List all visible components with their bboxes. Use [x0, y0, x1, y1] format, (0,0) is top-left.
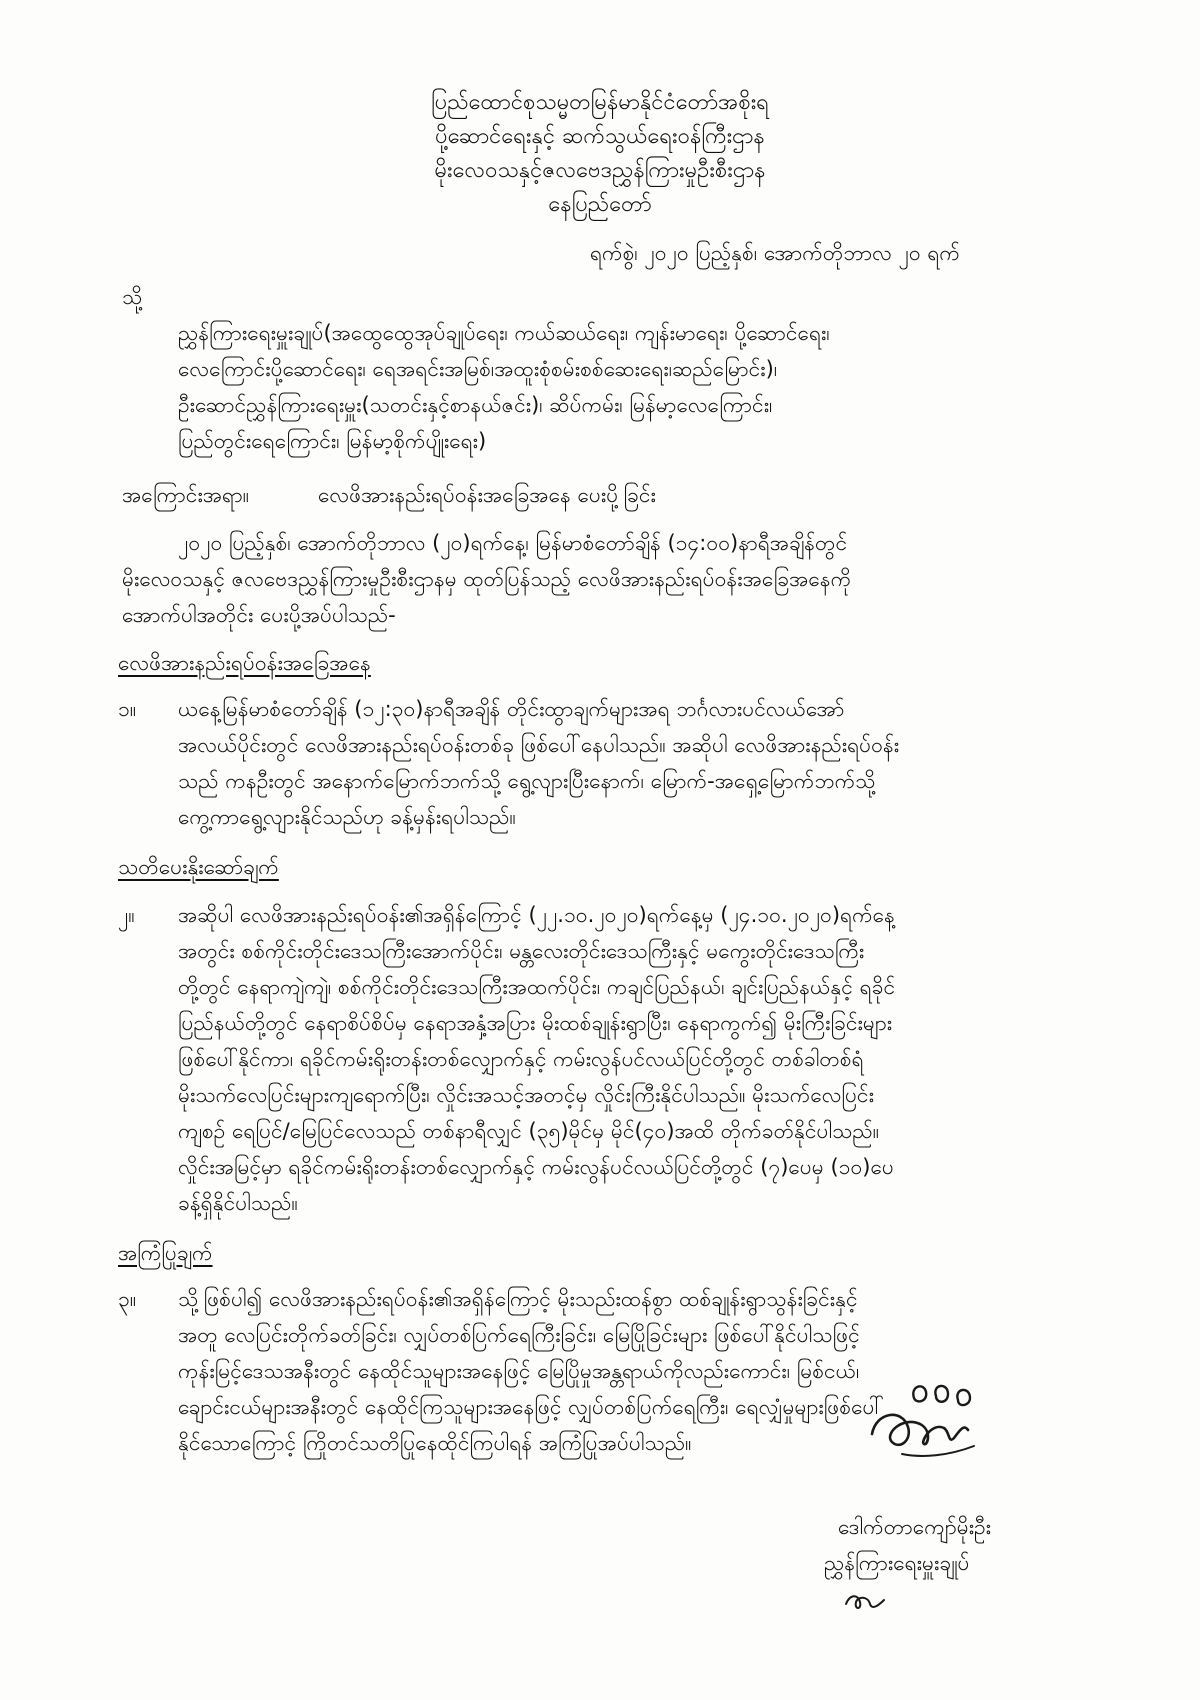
handwritten-initial: [842, 1588, 888, 1614]
section-line: အလယ်ပိုင်းတွင် လေဖိအားနည်းရပ်ဝန်းတစ်ခု ဖြစ်ပေါ်နေပါသည်။ အဆိုပါ လေဖိအားနည်းရပ်ဝန်း: [178, 733, 900, 757]
section-number: ၂။: [118, 903, 135, 927]
section-line: ကုန်းမြင့်ဒေသအနီးတွင် နေထိုင်သူများအနေဖြင့် မြေပြိုမှုအန္တရာယ်ကိုလည်းကောင်း၊ မြစ်ငယ်၊: [178, 1359, 860, 1383]
signatory-title: ညွှန်ကြားရေးမှူးချုပ်: [824, 1551, 970, 1575]
document-date: ရက်စွဲ၊ ၂၀၂၀ ပြည့်နှစ်၊ အောက်တိုဘာလ ၂၀ ရက်: [590, 241, 960, 265]
subject-label: အကြောင်းအရာ။: [122, 483, 250, 507]
section-heading-warning: သတိပေးနိုးဆော်ချက်: [118, 855, 279, 879]
section-line: အတွင်း စစ်ကိုင်းတိုင်းဒေသကြီးအောက်ပိုင်း၊ မန္တလေးတိုင်းဒေသကြီးနှင့် မကွေးတိုင်းဒေသကြီး: [178, 939, 865, 963]
intro-line: မိုးလေဝသနှင့် ဇလဗေဒညွှန်ကြားမှုဦးစီးဌာနမှ ထုတ်ပြန်သည့် လေဖိအားနည်းရပ်ဝန်းအခြေအနေကို: [122, 567, 852, 591]
recipient-line: ပြည်တွင်းရေကြောင်း၊ မြန်မာ့စိုက်ပျိုးရေး): [178, 429, 487, 453]
section-heading-advice: အကြံပြုချက်: [118, 1241, 213, 1265]
section-number: ၃။: [118, 1287, 137, 1311]
section-number: ၁။: [118, 697, 137, 721]
subject-text: လေဖိအားနည်းရပ်ဝန်းအခြေအနေ ပေးပို့ခြင်း: [318, 483, 656, 507]
header-ministry: ပို့ဆောင်ရေးနှင့် ဆက်သွယ်ရေးဝန်ကြီးဌာန: [435, 124, 765, 149]
intro-line: ၂၀၂၀ ပြည့်နှစ်၊ အောက်တိုဘာလ (၂၀)ရက်နေ့၊ မြန်မာစံတော်ချိန် (၁၄:၀၀)နာရီအချိန်တွင်: [178, 531, 848, 555]
section-line: ဖြစ်ပေါ်နိုင်ကာ၊ ရခိုင်ကမ်းရိုးတန်းတစ်လျှောက်နှင့် ကမ်းလွန်ပင်လယ်ပြင်တို့တွင် တစ်ခါတစ်ရံ: [178, 1047, 864, 1071]
section-line: သည် ကနဦးတွင် အနောက်မြောက်ဘက်သို့ ရွေ့လျားပြီးနောက်၊ မြောက်-အရှေ့မြောက်ဘက်သို့: [178, 769, 876, 793]
section-line: ယနေ့မြန်မာစံတော်ချိန် (၁၂:၃၀)နာရီအချိန် တိုင်းထွာချက်များအရ ဘင်္ဂလားပင်လယ်အော်: [178, 697, 845, 721]
recipient-line: လေကြောင်းပို့ဆောင်ရေး၊ ရေအရင်းအမြစ်၊အထူးစုံစမ်းစစ်ဆေးရေး၊ဆည်မြောင်း)၊: [178, 357, 778, 381]
recipient-line: ညွှန်ကြားရေးမှူးချုပ်(အထွေထွေအုပ်ချုပ်ရေး၊ ကယ်ဆယ်ရေး၊ ကျန်းမာရေး၊ ပို့ဆောင်ရေး၊: [178, 321, 830, 345]
intro-line: အောက်ပါအတိုင်း ပေးပို့အပ်ပါသည်-: [122, 603, 396, 627]
to-label: သို့: [122, 285, 143, 309]
signatory-name: ဒေါက်တာကျော်မိုးဦး: [838, 1515, 992, 1539]
section-line: မိုးသက်လေပြင်းများကျရောက်ပြီး၊ လှိုင်းအသင့်အတင့်မှ လှိုင်းကြီးနိုင်ပါသည်။ မိုးသက်လေပြင်း: [178, 1083, 874, 1107]
section-line: သို့ဖြစ်ပါ၍ လေဖိအားနည်းရပ်ဝန်း၏အရှိန်ကြောင့် မိုးသည်းထန်စွာ ထစ်ချုန်းရွာသွန်းခြင်းနှင့်: [178, 1287, 858, 1311]
section-line: နိုင်သောကြောင့် ကြိုတင်သတိပြုနေထိုင်ကြပါရန် အကြံပြုအပ်ပါသည်။: [178, 1431, 692, 1455]
section-line: ချောင်းငယ်များအနီးတွင် နေထိုင်ကြသူများအနေဖြင့် လျှပ်တစ်ပြက်ရေကြီး၊ ရေလျှံမှုများဖြစ်ပေါ်: [178, 1395, 884, 1419]
recipient-line: ဦးဆောင်ညွှန်ကြားရေးမှူး(သတင်းနှင့်စာနယ်ဇင်း)၊ ဆိပ်ကမ်း၊ မြန်မာ့လေကြောင်း၊: [178, 393, 773, 417]
header-city: နေပြည်တော်: [548, 192, 652, 217]
section-line: ကွေ့ကာရွေ့လျားနိုင်သည်ဟု ခန့်မှန်းရပါသည်။: [178, 805, 516, 829]
handwritten-signature: [862, 1372, 982, 1472]
section-line: ပြည်နယ်တို့တွင် နေရာစိပ်စိပ်မှ နေရာအနှံ့အပြား မိုးထစ်ချုန်းရွာပြီး၊ နေရာကွက်၍ မိုးကြီးခြင်းများ: [178, 1011, 893, 1035]
section-line: အဆိုပါ လေဖိအားနည်းရပ်ဝန်း၏အရှိန်ကြောင့် (၂၂.၁၀.၂၀၂၀)ရက်နေ့မှ (၂၄.၁၀.၂၀၂၀)ရက်နေ့: [178, 903, 895, 927]
section-line: ခန့်ရှိနိုင်ပါသည်။: [178, 1191, 298, 1215]
section-heading-situation: လေဖိအားနည်းရပ်ဝန်းအခြေအနေ: [118, 651, 371, 675]
section-line: လှိုင်းအမြင့်မှာ ရခိုင်ကမ်းရိုးတန်းတစ်လျှောက်နှင့် ကမ်းလွန်ပင်လယ်ပြင်တို့တွင် (၇)ပေမှ (၁၀)ပေ: [178, 1155, 894, 1179]
section-line: တို့တွင် နေရာကျဲကျဲ၊ စစ်ကိုင်းတိုင်းဒေသကြီးအထက်ပိုင်း၊ ကချင်ပြည်နယ်၊ ချင်းပြည်နယ်နှင့် ရခိုင်: [178, 975, 896, 999]
section-line: အတူ လေပြင်းတိုက်ခတ်ခြင်း၊ လျှပ်တစ်ပြက်ရေကြီးခြင်း၊ မြေပြိုခြင်းများ ဖြစ်ပေါ်နိုင်ပါသဖြင့်: [178, 1323, 860, 1347]
header-government: ပြည်ထောင်စုသမ္မတမြန်မာနိုင်ငံတော်အစိုးရ: [431, 90, 769, 115]
header-department: မိုးလေဝသနှင့်ဇလဗေဒညွှန်ကြားမှုဦးစီးဌာန: [434, 158, 766, 183]
section-line: ကျစဉ် ရေပြင်/မြေပြင်လေသည် တစ်နာရီလျှင် (၃၅)မိုင်မှ မိုင်(၄၀)အထိ တိုက်ခတ်နိုင်ပါသည်။: [178, 1119, 880, 1143]
